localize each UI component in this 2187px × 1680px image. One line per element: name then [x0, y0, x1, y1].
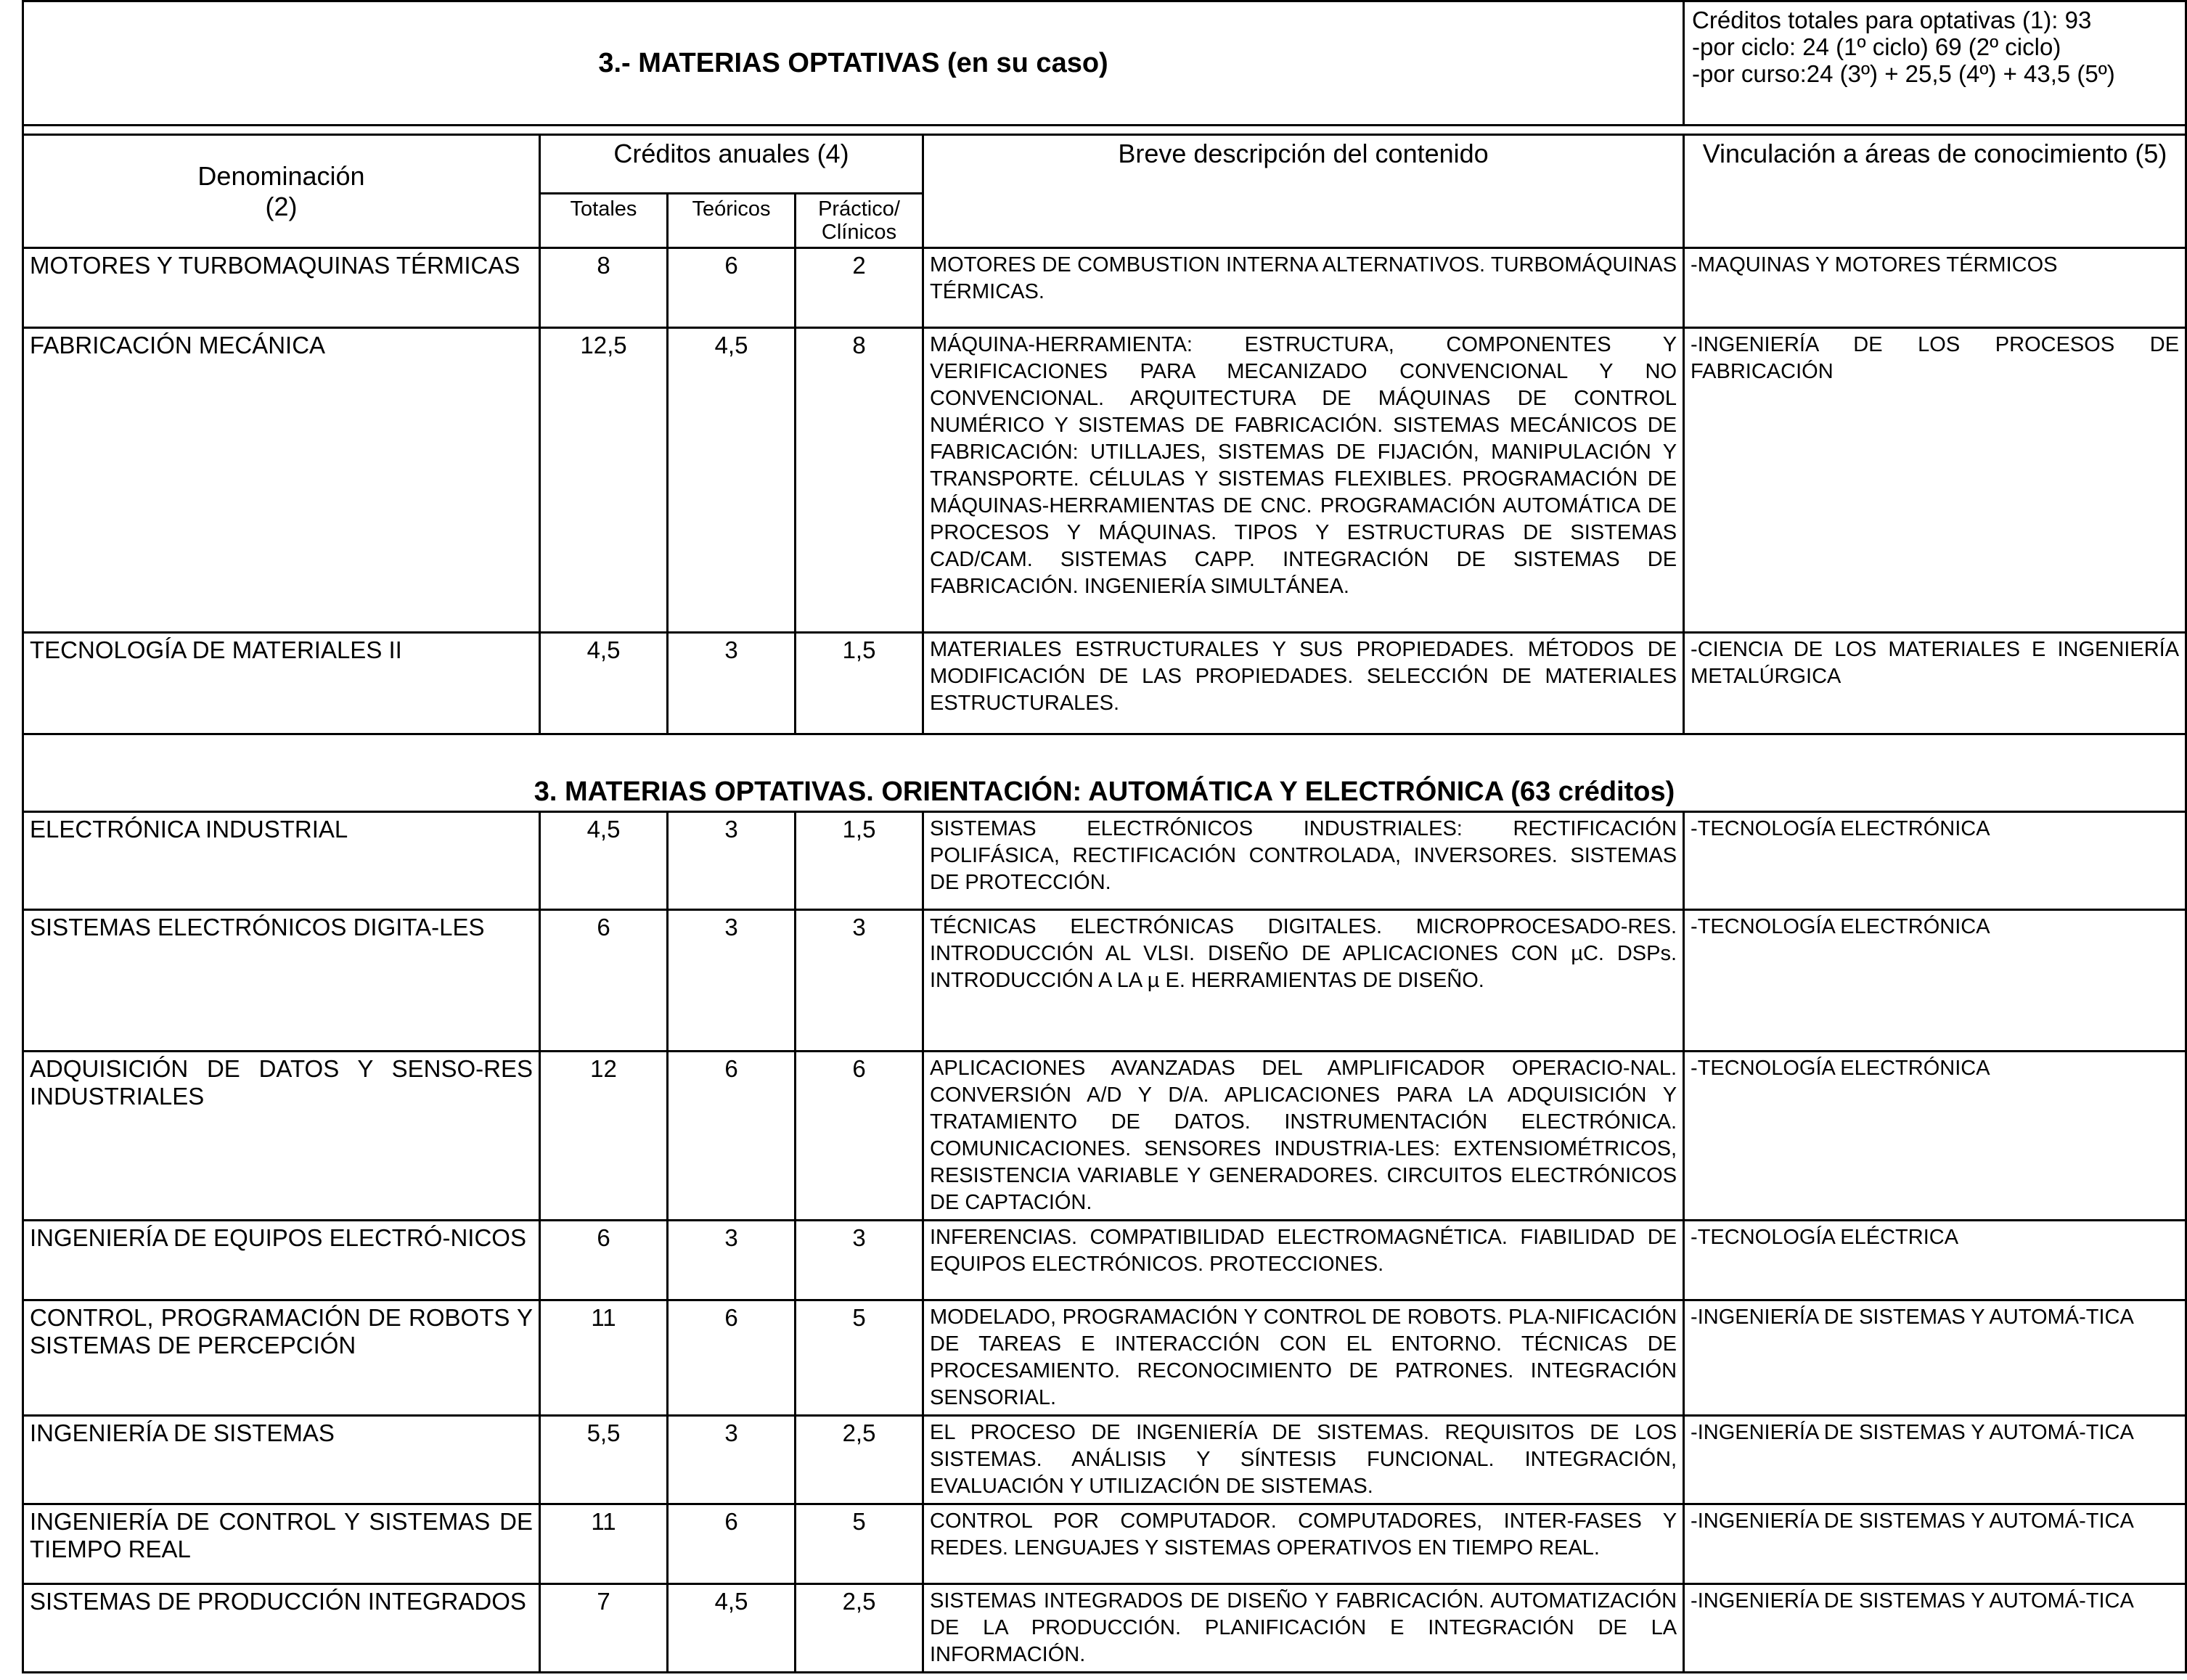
credits-theory: 4,5	[668, 1584, 796, 1673]
table-row	[23, 1221, 2186, 1300]
credits-theory: 6	[668, 1052, 796, 1221]
credits-theory: 3	[668, 1416, 796, 1504]
document-title: 3.- MATERIAS OPTATIVAS (en su caso)	[23, 1, 1684, 126]
credits-practice: 5	[796, 1300, 923, 1416]
subject-name: TECNOLOGÍA DE MATERIALES II	[23, 633, 540, 734]
document-page	[22, 0, 2185, 1673]
subject-name: INGENIERÍA DE EQUIPOS ELECTRÓ-NICOS	[23, 1221, 540, 1300]
col-creditos: Créditos anuales (4)	[540, 135, 923, 194]
credits-total: 4,5	[540, 633, 668, 734]
credits-theory: 3	[668, 910, 796, 1052]
subject-name: CONTROL, PROGRAMACIÓN DE ROBOTS Y SISTEMAS DE PERCEPCIÓN	[23, 1300, 540, 1416]
knowledge-area: -TECNOLOGÍA ELECTRÓNICA	[1684, 812, 2186, 910]
subject-name: ADQUISICIÓN DE DATOS Y SENSO-RES INDUSTRIALES	[23, 1052, 540, 1221]
col-vinculacion: Vinculación a áreas de conocimiento (5)	[1684, 135, 2186, 248]
credits-summary	[1684, 1, 2186, 126]
credits-theory: 6	[668, 248, 796, 328]
subject-description: CONTROL POR COMPUTADOR. COMPUTADORES, INTER-FASES Y REDES. LENGUAJES Y SISTEMAS OPERATIVOS EN TIEMPO REAL.	[923, 1504, 1684, 1584]
credits-total: 6	[540, 1221, 668, 1300]
subject-description: SISTEMAS ELECTRÓNICOS INDUSTRIALES: RECTIFICACIÓN POLIFÁSICA, RECTIFICACIÓN CONTROLADA, INVERSORES. SISTEMAS DE PROTECCIÓN.	[923, 812, 1684, 910]
credits-total: 11	[540, 1300, 668, 1416]
credits-total: 12,5	[540, 328, 668, 633]
subject-name: MOTORES Y TURBOMAQUINAS TÉRMICAS	[23, 248, 540, 328]
col-denominacion-label: Denominación	[197, 160, 365, 191]
header-row	[23, 1, 2186, 126]
subject-description: TÉCNICAS ELECTRÓNICAS DIGITALES. MICROPROCESADO-RES. INTRODUCCIÓN AL VLSI. DISEÑO DE APLICACIONES CON µC. DSPs. INTRODUCCIÓN A LA µ E. HERRAMIENTAS DE DISEÑO.	[923, 910, 1684, 1052]
knowledge-area: -TECNOLOGÍA ELÉCTRICA	[1684, 1221, 2186, 1300]
knowledge-area: -TECNOLOGÍA ELECTRÓNICA	[1684, 910, 2186, 1052]
table-row	[23, 328, 2186, 633]
col-denominacion-note: (2)	[265, 191, 298, 221]
subject-name: FABRICACIÓN MECÁNICA	[23, 328, 540, 633]
subject-name: SISTEMAS DE PRODUCCIÓN INTEGRADOS	[23, 1584, 540, 1673]
table-row	[23, 1416, 2186, 1504]
credits-theory: 3	[668, 633, 796, 734]
col-practicos: Práctico/ Clínicos	[796, 194, 923, 248]
knowledge-area: -TECNOLOGÍA ELECTRÓNICA	[1684, 1052, 2186, 1221]
credits-practice: 1,5	[796, 812, 923, 910]
subject-name: INGENIERÍA DE SISTEMAS	[23, 1416, 540, 1504]
subject-description: MÁQUINA-HERRAMIENTA: ESTRUCTURA, COMPONENTES Y VERIFICACIONES PARA MECANIZADO CONVENCIONAL Y NO CONVENCIONAL. ARQUITECTURA DE MÁQUINAS DE CONTROL NUMÉRICO Y SISTEMAS DE FABRICACIÓN. SISTEMAS MECÁNICOS DE FABRICACIÓN: UTILLAJES, SISTEMAS DE FIJACIÓN, MANIPULACIÓN Y TRANSPORTE. CÉLULAS Y SISTEMAS FLEXIBLES. PROGRAMACIÓN DE MÁQUINAS-HERRAMIENTAS DE CNC. PROGRAMACIÓN AUTOMÁTICA DE PROCESOS Y MÁQUINAS. TIPOS Y ESTRUCTURAS DE SISTEMAS CAD/CAM. SISTEMAS CAPP. INTEGRACIÓN DE SISTEMAS DE FABRICACIÓN. INGENIERÍA SIMULTÁNEA.	[923, 328, 1684, 633]
credits-total: 8	[540, 248, 668, 328]
subject-name: INGENIERÍA DE CONTROL Y SISTEMAS DE TIEMPO REAL	[23, 1504, 540, 1584]
rows-general	[23, 248, 2186, 734]
credits-total: 5,5	[540, 1416, 668, 1504]
credits-total: 4,5	[540, 812, 668, 910]
table-row	[23, 1052, 2186, 1221]
subject-description: MATERIALES ESTRUCTURALES Y SUS PROPIEDADES. MÉTODOS DE MODIFICACIÓN DE LAS PROPIEDADES. SELECCIÓN DE MATERIALES ESTRUCTURALES.	[923, 633, 1684, 734]
subject-name: SISTEMAS ELECTRÓNICOS DIGITA-LES	[23, 910, 540, 1052]
knowledge-area: -MAQUINAS Y MOTORES TÉRMICOS	[1684, 248, 2186, 328]
table-row	[23, 1300, 2186, 1416]
credits-course: -por curso:24 (3º) + 25,5 (4º) + 43,5 (5º)	[1692, 60, 2115, 87]
credits-practice: 2,5	[796, 1584, 923, 1673]
credits-practice: 3	[796, 1221, 923, 1300]
knowledge-area: -INGENIERÍA DE LOS PROCESOS DE FABRICACIÓN	[1684, 328, 2186, 633]
table-row	[23, 1504, 2186, 1584]
rows-automatica	[23, 812, 2186, 1673]
credits-practice: 1,5	[796, 633, 923, 734]
subject-description: EL PROCESO DE INGENIERÍA DE SISTEMAS. REQUISITOS DE LOS SISTEMAS. ANÁLISIS Y SÍNTESIS FUNCIONAL. INTEGRACIÓN, EVALUACIÓN Y UTILIZACIÓN DE SISTEMAS.	[923, 1416, 1684, 1504]
credits-theory: 4,5	[668, 328, 796, 633]
subject-description: APLICACIONES AVANZADAS DEL AMPLIFICADOR OPERACIO-NAL. CONVERSIÓN A/D Y D/A. APLICACIONES PARA LA ADQUISICIÓN Y TRATAMIENTO DE DATOS. INSTRUMENTACIÓN ELECTRÓNICA. COMUNICACIONES. SENSORES INDUSTRIA-LES: EXTENSIOMÉTRICOS, RESISTENCIA VARIABLE Y GENERADORES. CIRCUITOS ELECTRÓNICOS DE CAPTACIÓN.	[923, 1052, 1684, 1221]
credits-total: 6	[540, 910, 668, 1052]
credits-theory: 3	[668, 1221, 796, 1300]
knowledge-area: -INGENIERÍA DE SISTEMAS Y AUTOMÁ-TICA	[1684, 1504, 2186, 1584]
knowledge-area: -INGENIERÍA DE SISTEMAS Y AUTOMÁ-TICA	[1684, 1416, 2186, 1504]
section-row	[23, 734, 2186, 812]
credits-theory: 6	[668, 1300, 796, 1416]
credits-total: 11	[540, 1504, 668, 1584]
credits-practice: 5	[796, 1504, 923, 1584]
subject-name: ELECTRÓNICA INDUSTRIAL	[23, 812, 540, 910]
table-row	[23, 248, 2186, 328]
credits-theory: 6	[668, 1504, 796, 1584]
credits-total: 12	[540, 1052, 668, 1221]
credits-practice: 2	[796, 248, 923, 328]
optativas-table	[22, 0, 2187, 1673]
subject-description: SISTEMAS INTEGRADOS DE DISEÑO Y FABRICACIÓN. AUTOMATIZACIÓN DE LA PRODUCCIÓN. PLANIFICACIÓN E INTEGRACIÓN DE LA INFORMACIÓN.	[923, 1584, 1684, 1673]
table-row	[23, 812, 2186, 910]
credits-practice: 3	[796, 910, 923, 1052]
knowledge-area: -INGENIERÍA DE SISTEMAS Y AUTOMÁ-TICA	[1684, 1584, 2186, 1673]
subject-description: INFERENCIAS. COMPATIBILIDAD ELECTROMAGNÉTICA. FIABILIDAD DE EQUIPOS ELECTRÓNICOS. PROTECCIONES.	[923, 1221, 1684, 1300]
credits-practice: 2,5	[796, 1416, 923, 1504]
col-denominacion	[23, 135, 540, 248]
credits-cycle: -por ciclo: 24 (1º ciclo) 69 (2º ciclo)	[1692, 33, 2061, 60]
col-teoricos: Teóricos	[668, 194, 796, 248]
credits-total: 7	[540, 1584, 668, 1673]
knowledge-area: -INGENIERÍA DE SISTEMAS Y AUTOMÁ-TICA	[1684, 1300, 2186, 1416]
col-descripcion: Breve descripción del contenido	[923, 135, 1684, 248]
spacer-row	[23, 126, 2186, 135]
subject-description: MODELADO, PROGRAMACIÓN Y CONTROL DE ROBOTS. PLA-NIFICACIÓN DE TAREAS E INTERACCIÓN CON EL ENTORNO. TÉCNICAS DE PROCESAMIENTO. RECONOCIMIENTO DE PATRONES. INTEGRACIÓN SENSORIAL.	[923, 1300, 1684, 1416]
table-row	[23, 1584, 2186, 1673]
subject-description: MOTORES DE COMBUSTION INTERNA ALTERNATIVOS. TURBOMÁQUINAS TÉRMICAS.	[923, 248, 1684, 328]
credits-theory: 3	[668, 812, 796, 910]
column-header-row	[23, 135, 2186, 194]
section-title: 3. MATERIAS OPTATIVAS. ORIENTACIÓN: AUTOMÁTICA Y ELECTRÓNICA (63 créditos)	[23, 734, 2186, 812]
credits-total: Créditos totales para optativas (1): 93	[1692, 7, 2092, 33]
credits-practice: 6	[796, 1052, 923, 1221]
col-totales: Totales	[540, 194, 668, 248]
credits-practice: 8	[796, 328, 923, 633]
table-row	[23, 633, 2186, 734]
knowledge-area: -CIENCIA DE LOS MATERIALES E INGENIERÍA METALÚRGICA	[1684, 633, 2186, 734]
table-row	[23, 910, 2186, 1052]
